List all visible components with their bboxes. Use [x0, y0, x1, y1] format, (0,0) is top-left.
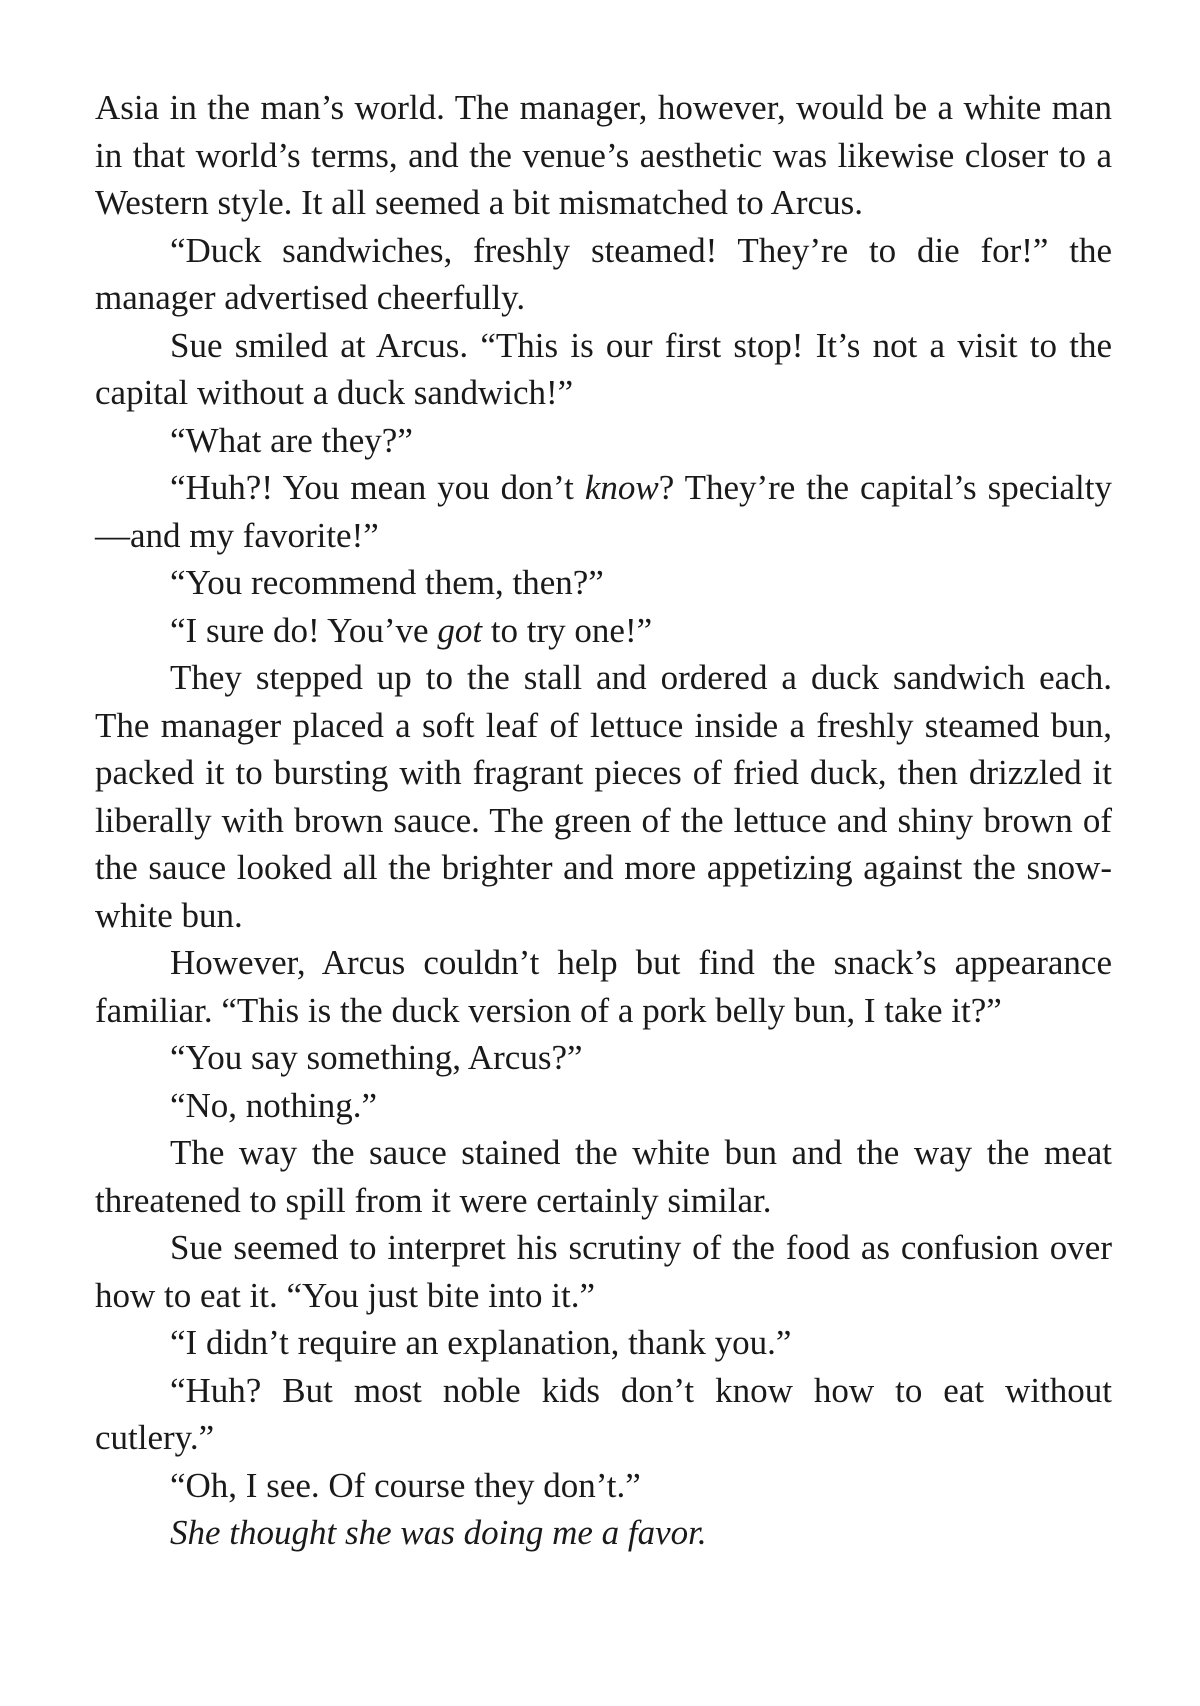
paragraph — [95, 607, 1112, 655]
paragraph — [95, 1367, 1112, 1462]
text-run: Asia in the man’s world. The manager, however, would be a white man in that world’s terms, and the venue’s aesthetic was likewise closer to a Western style. It all seemed a bit mismatched to Arcus. — [95, 88, 1112, 222]
text-run: “Huh? But most noble kids don’t know how to eat without cutlery.” — [95, 1370, 1112, 1457]
italic-text-run: know — [584, 468, 659, 507]
paragraph — [95, 559, 1112, 607]
paragraph — [95, 1509, 1112, 1557]
text-run: to try one!” — [482, 610, 653, 650]
text-run: “What are they?” — [170, 420, 413, 460]
text-run: They stepped up to the stall and ordered a duck sandwich each. The manager placed a soft leaf of lettuce inside a freshly steamed bun, packed it to bursting with fragrant pieces of fried duck, then drizzled it liberally with brown sauce. The green of the lettuce and shiny brown of the sauce looked all the brighter and more appetizing against the snow-white bun. — [95, 658, 1112, 935]
paragraph — [95, 322, 1112, 417]
paragraph — [95, 1082, 1112, 1130]
text-run: Sue seemed to interpret his scrutiny of the food as confusion over how to eat it. “You just bite into it.” — [95, 1228, 1112, 1315]
text-run: “You say something, Arcus?” — [170, 1038, 583, 1077]
book-page-body — [95, 84, 1112, 1557]
text-run: “Oh, I see. Of course they don’t.” — [170, 1465, 641, 1505]
text-run: However, Arcus couldn’t help but find the snack’s appearance familiar. “This is the duck version of a pork belly bun, I take it?” — [95, 943, 1112, 1030]
paragraph — [95, 227, 1112, 322]
paragraph — [95, 1129, 1112, 1224]
paragraph — [95, 417, 1112, 465]
paragraph — [95, 1034, 1112, 1082]
text-run: “I sure do! You’ve — [170, 610, 438, 650]
paragraph — [95, 464, 1112, 559]
paragraph — [95, 939, 1112, 1034]
text-run: “No, nothing.” — [170, 1085, 378, 1125]
paragraph — [95, 1462, 1112, 1510]
paragraph — [95, 654, 1112, 939]
italic-text-run: got — [437, 610, 483, 650]
text-run: ? They’re the capital’s specialty—and my favorite!” — [95, 468, 1112, 555]
paragraph — [95, 1224, 1112, 1319]
text-run: “You recommend them, then?” — [170, 563, 604, 602]
text-run: The way the sauce stained the white bun and the way the meat threatened to spill from it were certainly similar. — [95, 1133, 1112, 1220]
paragraph — [95, 1319, 1112, 1367]
text-run: Sue smiled at Arcus. “This is our first stop! It’s not a visit to the capital without a duck sandwich!” — [95, 325, 1112, 412]
text-run: “Duck sandwiches, freshly steamed! They’re to die for!” the manager advertised cheerfully. — [95, 230, 1112, 317]
paragraph — [95, 84, 1112, 227]
text-run: “I didn’t require an explanation, thank you.” — [170, 1323, 792, 1362]
text-run: “Huh?! You mean you don’t — [170, 468, 585, 507]
italic-text-run: She thought she was doing me a favor. — [170, 1513, 707, 1552]
